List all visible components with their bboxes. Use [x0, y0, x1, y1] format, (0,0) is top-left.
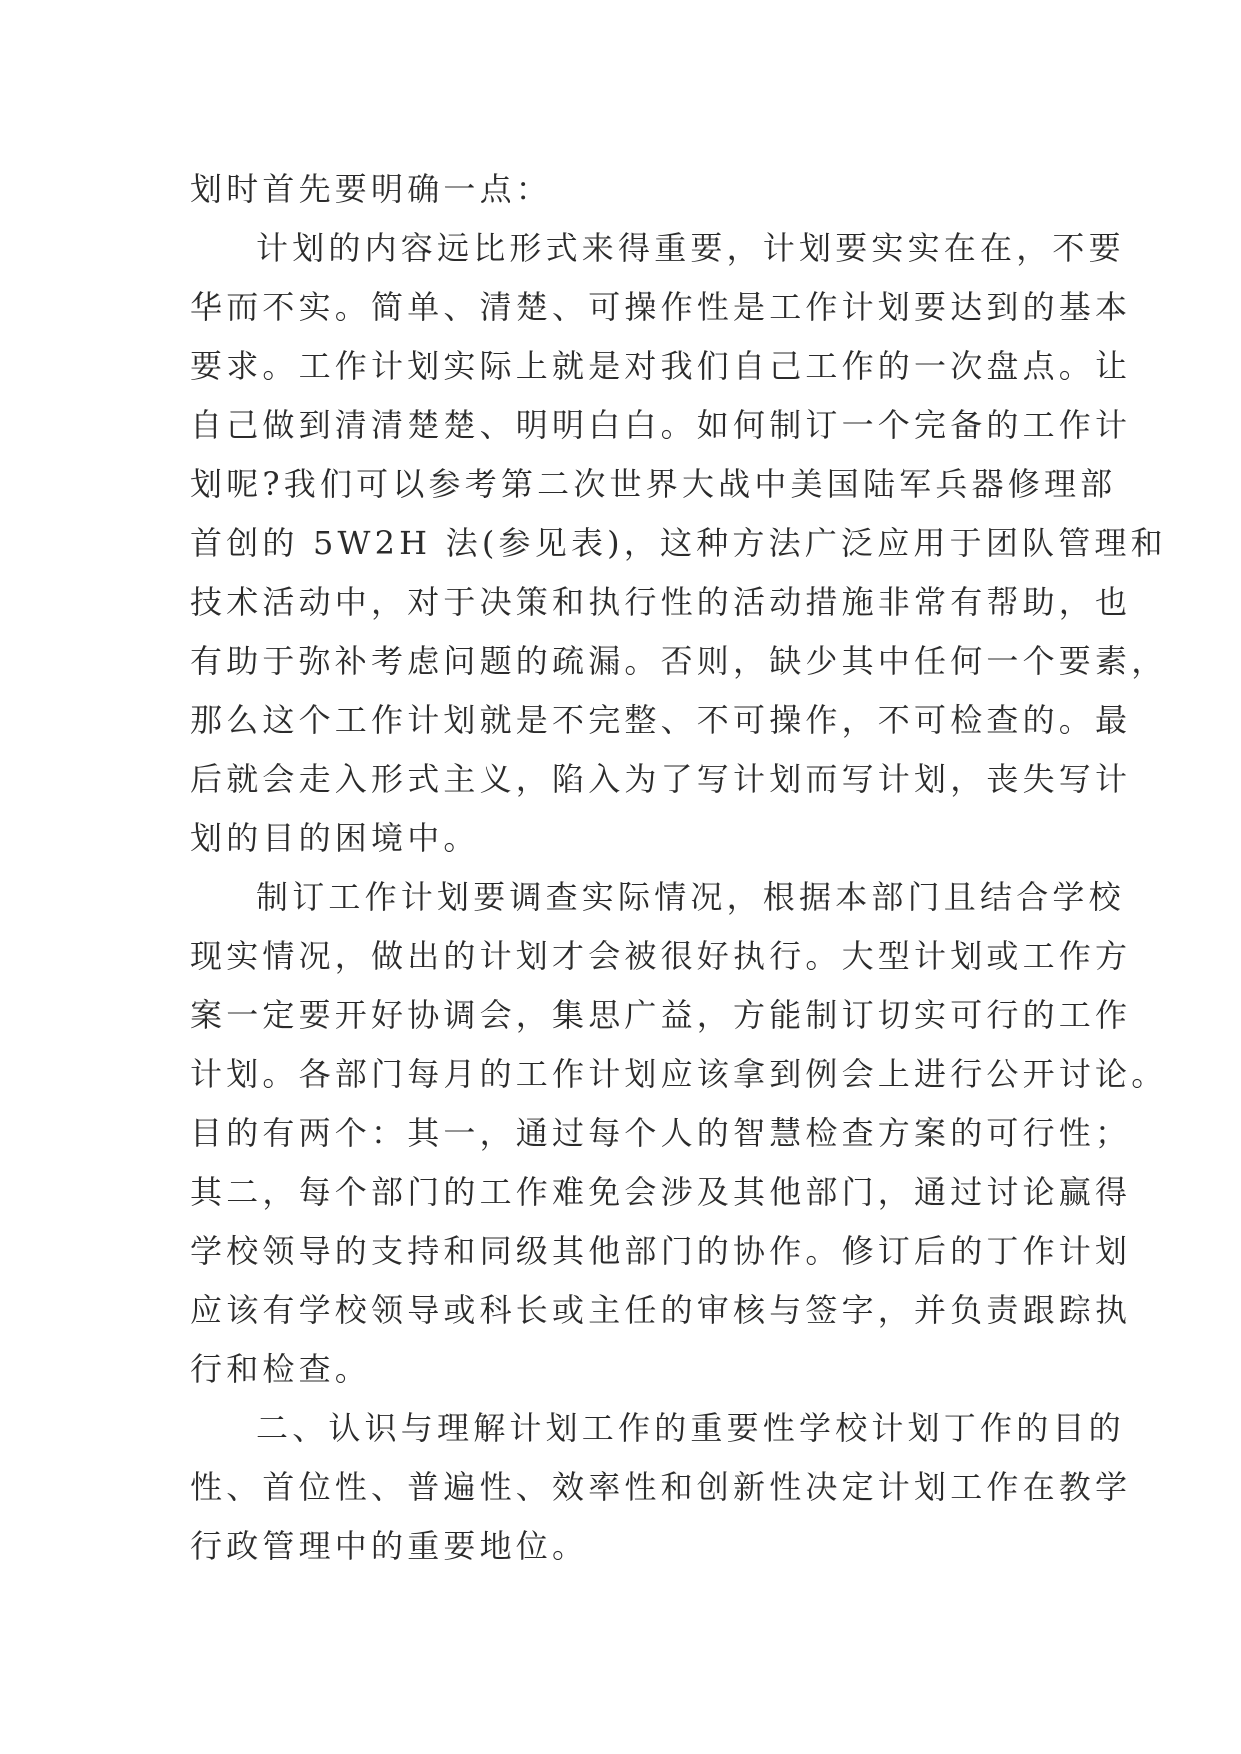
text-line: 有助于弥补考虑问题的疏漏。否则，缺少其中任何一个要素，	[190, 642, 1168, 680]
text-line: 首创的 5W2H 法(参见表)，这种方法广泛应用于团队管理和	[190, 524, 1167, 562]
paragraph-first-line: 二、认识与理解计划工作的重要性学校计划丁作的目的	[256, 1409, 1125, 1447]
text-line: 行政管理中的重要地位。	[190, 1527, 589, 1565]
text-line: 划时首先要明确一点：	[190, 170, 553, 208]
text-line: 行和检查。	[190, 1350, 372, 1388]
text-line: 华而不实。简单、清楚、可操作性是工作计划要达到的基本	[190, 288, 1132, 326]
text-line: 目的有两个：其一，通过每个人的智慧检查方案的可行性；	[190, 1114, 1132, 1152]
text-line: 后就会走入形式主义，陷入为了写计划而写计划，丧失写计	[190, 760, 1132, 798]
text-line: 计划。各部门每月的工作计划应该拿到例会上进行公开讨论。	[190, 1055, 1168, 1093]
paragraph-first-line: 计划的内容远比形式来得重要，计划要实实在在，不要	[256, 229, 1125, 267]
text-line: 性、首位性、普遍性、效率性和创新性决定计划工作在教学	[190, 1468, 1132, 1506]
text-line: 技术活动中，对于决策和执行性的活动措施非常有帮助，也	[190, 583, 1132, 621]
text-line: 要求。工作计划实际上就是对我们自己工作的一次盘点。让	[190, 347, 1132, 385]
text-line: 现实情况，做出的计划才会被很好执行。大型计划或工作方	[190, 937, 1132, 975]
text-line: 划的目的困境中。	[190, 819, 480, 857]
text-line: 学校领导的支持和同级其他部门的协作。修订后的丁作计划	[190, 1232, 1132, 1270]
paragraph-first-line: 制订工作计划要调查实际情况，根据本部门且结合学校	[256, 878, 1125, 916]
document-body	[190, 160, 1168, 1576]
text-line: 其二，每个部门的工作难免会涉及其他部门，通过讨论赢得	[190, 1173, 1132, 1211]
text-line: 自己做到清清楚楚、明明白白。如何制订一个完备的工作计	[190, 406, 1132, 444]
text-line: 那么这个工作计划就是不完整、不可操作，不可检查的。最	[190, 701, 1132, 739]
text-line: 应该有学校领导或科长或主任的审核与签字，并负责跟踪执	[190, 1291, 1132, 1329]
text-line: 案一定要开好协调会，集思广益，方能制订切实可行的工作	[190, 996, 1132, 1034]
text-line: 划呢?我们可以参考第二次世界大战中美国陆军兵器修理部	[190, 465, 1117, 503]
